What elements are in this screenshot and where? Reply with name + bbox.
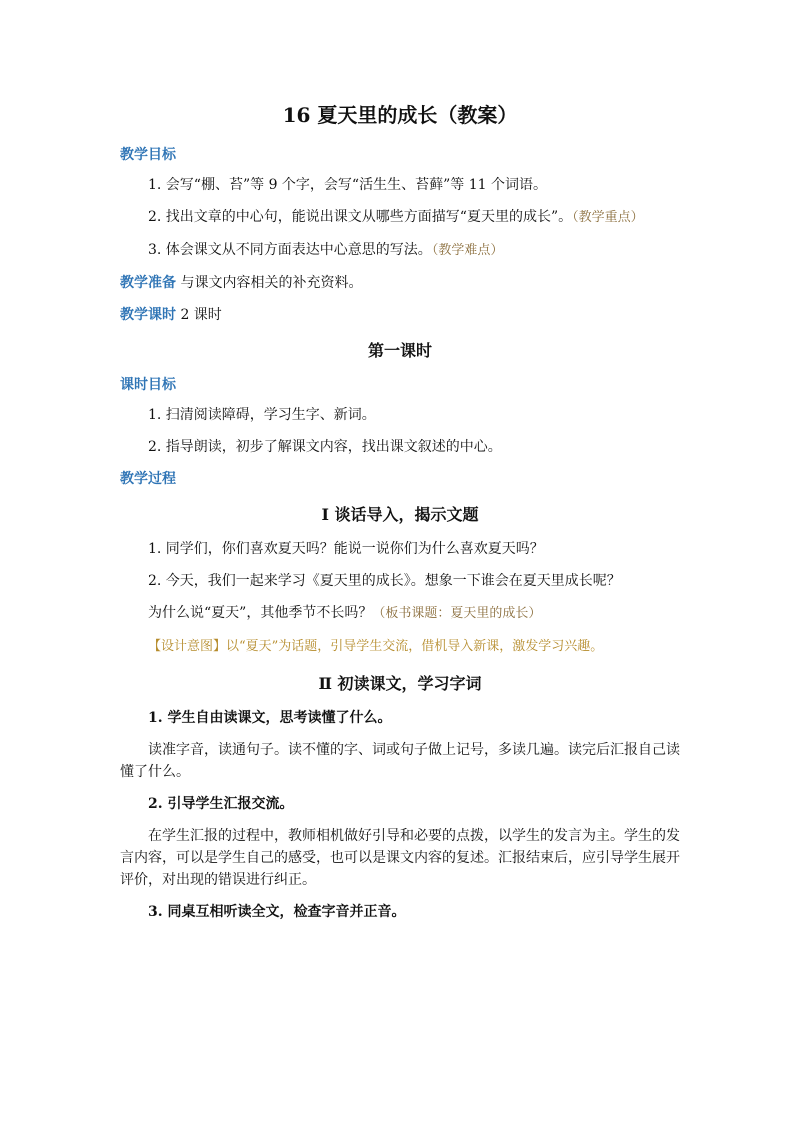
part2-step-2-text: 在学生汇报的过程中，教师相机做好引导和必要的点拨，以学生的发言为主。学生的发言内容，可以是学生自己的感受，也可以是课文内容的复述。汇报结束后，应引导学生展开评价，对出现的错误进行纠正。 — [120, 828, 680, 888]
lesson-goal-2: 2. 指导朗读，初步了解课文内容，找出课文叙述的中心。 — [148, 439, 502, 455]
goal-item-2 — [120, 206, 680, 229]
section-label-goals: 教学目标 — [120, 147, 176, 163]
part1-item-2-cont-text: 为什么说“夏天”，其他季节不长吗？ — [148, 605, 373, 621]
goal-item-3 — [120, 239, 680, 262]
part2-step-1: 1. 学生自由读课文，思考读懂了什么。 — [148, 710, 392, 726]
hours-text: 2 课时 — [180, 307, 222, 323]
part1-board-note: （板书课题：夏天里的成长） — [372, 606, 542, 621]
part2-step-2: 2. 引导学生汇报交流。 — [148, 796, 294, 812]
part1-item-2-cont — [120, 602, 680, 625]
lesson-goal-1: 1. 扫清阅读障碍，学习生字、新词。 — [148, 407, 376, 423]
prep-label: 教学准备 — [120, 275, 176, 291]
prep-text: 与课文内容相关的补充资料。 — [180, 275, 363, 291]
design-note: 【设计意图】以“夏天”为话题，引导学生交流，借机导入新课，激发学习兴趣。 — [148, 639, 604, 654]
part1-item-2: 2. 今天，我们一起来学习《夏天里的成长》。想象一下谁会在夏天里成长呢？ — [148, 573, 621, 589]
hours-label: 教学课时 — [120, 307, 176, 323]
goal-item-2-note: （教学重点） — [572, 210, 644, 225]
part2-step-3: 3. 同桌互相听读全文，检查字音并正音。 — [148, 904, 406, 920]
part1-heading: Ⅰ 谈话导入，揭示文题 — [321, 505, 479, 524]
document-content — [120, 100, 680, 933]
section-label-lesson-goals: 课时目标 — [120, 377, 176, 393]
page-title: 16 夏天里的成长（教案） — [282, 103, 518, 127]
goal-item-1: 1. 会写“棚、苔”等 9 个字，会写“活生生、苔藓”等 11 个词语。 — [148, 177, 547, 193]
prep-line — [120, 272, 680, 294]
goal-item-2-text: 2. 找出文章的中心句，能说出课文从哪些方面描写“夏天里的成长”。 — [148, 209, 573, 225]
goal-item-3-text: 3. 体会课文从不同方面表达中心意思的写法。 — [148, 242, 432, 258]
part2-heading: Ⅱ 初读课文，学习字词 — [318, 674, 482, 693]
part1-item-1: 1. 同学们，你们喜欢夏天吗？能说一说你们为什么喜欢夏天吗？ — [148, 541, 544, 557]
section-label-process: 教学过程 — [120, 471, 176, 487]
lesson1-heading: 第一课时 — [367, 341, 432, 360]
part2-step-1-text: 读准字音，读通句子。读不懂的字、词或句子做上记号，多读几遍。读完后汇报自己读懂了什么。 — [120, 742, 680, 780]
hours-line — [120, 304, 680, 326]
goal-item-3-note: （教学难点） — [431, 243, 504, 258]
